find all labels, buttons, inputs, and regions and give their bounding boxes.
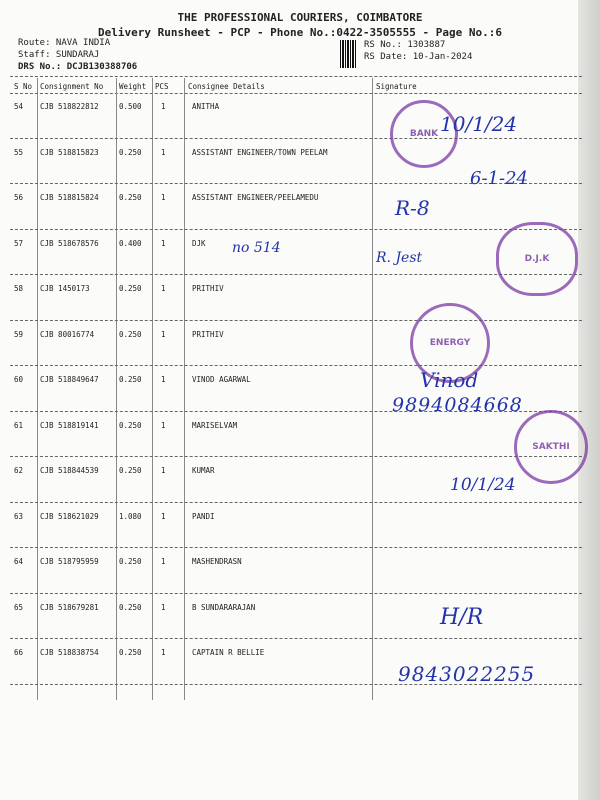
row-weight: 0.250: [119, 602, 142, 612]
row-consignee: ASSISTANT ENGINEER/TOWN PEELAM: [192, 147, 328, 157]
runsheet-title: THE PROFESSIONAL COURIERS, COIMBATORE: [177, 11, 423, 24]
row-sno: 62: [14, 466, 24, 475]
row-consignment-no: CJB 518815824: [40, 193, 99, 202]
djk-stamp: D.J.K: [496, 222, 578, 296]
column-header-weight: Weight: [119, 82, 147, 91]
row-weight: 0.250: [119, 648, 142, 657]
row-consignee: KUMAR: [192, 466, 215, 475]
column-header-consignee: Consignee Details: [188, 82, 265, 91]
row-divider: [10, 502, 582, 503]
row-sno: 66: [14, 648, 24, 657]
row-consignee: ASSISTANT ENGINEER/PEELAMEDU: [192, 193, 319, 202]
handwritten-date: 10/1/24: [450, 475, 516, 495]
row-sno: 60: [14, 375, 24, 384]
row-consignee: PRITHIV: [192, 329, 224, 339]
row-weight: 0.250: [119, 284, 142, 293]
row-sno: 59: [14, 329, 24, 339]
row-divider: [10, 320, 582, 321]
row-pcs: 1: [161, 238, 166, 248]
row-weight: 0.250: [119, 375, 142, 384]
row-divider: [10, 229, 582, 230]
column-header-signature: Signature: [376, 82, 417, 91]
row-consignee: CAPTAIN R BELLIE: [192, 648, 265, 657]
row-consignee: PANDI: [192, 511, 215, 521]
row-divider: [10, 638, 582, 639]
row-sno: 65: [14, 602, 24, 612]
row-consignment-no: CJB 518795959: [40, 557, 99, 566]
row-consignment-no: CJB 518844539: [40, 466, 99, 475]
column-divider: [152, 78, 153, 700]
row-sno: 57: [14, 238, 24, 248]
column-divider: [372, 78, 373, 700]
header-divider-bottom: [10, 93, 582, 94]
row-sno: 64: [14, 557, 24, 566]
handwritten-note: no 514: [232, 240, 281, 256]
row-consignment-no: CJB 80016774: [40, 329, 95, 339]
route-label: Route: NAVA INDIA: [18, 38, 111, 48]
row-divider: [10, 593, 582, 594]
handwritten-signature: R-8: [395, 196, 430, 220]
column-header-pcs: PCS: [155, 82, 169, 91]
row-consignment-no: CJB 518678576: [40, 238, 99, 248]
row-weight: 0.250: [119, 420, 142, 430]
handwritten-signature: R. Jest: [376, 250, 423, 266]
row-divider: [10, 456, 582, 457]
handwritten-signature: Vinod: [420, 368, 479, 392]
row-pcs: 1: [161, 602, 166, 612]
row-consignee: MARISELVAM: [192, 420, 238, 430]
sakthi-stamp: SAKTHI: [514, 410, 588, 484]
row-weight: 0.250: [119, 557, 142, 566]
barcode-image: [340, 40, 356, 68]
row-consignment-no: CJB 518822812: [40, 102, 99, 111]
column-divider: [184, 78, 185, 700]
bank-stamp: BANK: [390, 100, 458, 168]
row-pcs: 1: [161, 284, 166, 293]
row-pcs: 1: [161, 102, 166, 111]
row-pcs: 1: [161, 557, 166, 566]
row-sno: 56: [14, 193, 24, 202]
row-weight: 1.080: [119, 511, 142, 521]
row-weight: 0.250: [119, 329, 142, 339]
row-pcs: 1: [161, 329, 166, 339]
handwritten-date: 10/1/24: [440, 112, 518, 136]
row-consignment-no: CJB 518621029: [40, 511, 99, 521]
row-consignment-no: CJB 518815823: [40, 147, 99, 157]
row-divider: [10, 274, 582, 275]
row-pcs: 1: [161, 147, 166, 157]
row-consignee: MASHENDRASN: [192, 557, 242, 566]
row-divider: [10, 138, 582, 139]
row-consignee: ANITHA: [192, 102, 220, 111]
row-consignment-no: CJB 518819141: [40, 420, 99, 430]
row-divider: [10, 365, 582, 366]
row-pcs: 1: [161, 511, 166, 521]
row-sno: 58: [14, 284, 24, 293]
row-consignment-no: CJB 518838754: [40, 648, 99, 657]
row-pcs: 1: [161, 466, 166, 475]
row-weight: 0.250: [119, 193, 142, 202]
row-sno: 63: [14, 511, 24, 521]
column-divider: [116, 78, 117, 700]
drs-label: DRS No.: DCJB130388706: [18, 62, 138, 72]
row-pcs: 1: [161, 420, 166, 430]
row-weight: 0.400: [119, 238, 142, 248]
row-consignee: VINOD AGARWAL: [192, 375, 251, 384]
rs-number: RS No.: 1303887: [364, 40, 446, 50]
runsheet-subtitle: Delivery Runsheet - PCP - Phone No.:0422-3505555 - Page No.:6: [98, 26, 502, 39]
header-divider-top: [10, 76, 582, 77]
row-weight: 0.250: [119, 147, 142, 157]
staff-label: Staff: SUNDARAJ: [18, 50, 100, 60]
row-consignment-no: CJB 1450173: [40, 284, 90, 293]
handwritten-date: 6-1-24: [470, 168, 528, 189]
row-consignee: DJK: [192, 238, 206, 248]
handwritten-note: H/R: [440, 605, 484, 630]
energy-stamp: ENERGY: [410, 303, 490, 383]
row-consignee: PRITHIV: [192, 284, 224, 293]
handwritten-phone: 9894084668: [392, 394, 523, 416]
handwritten-phone: 9843022255: [398, 662, 536, 686]
page-edge: [578, 0, 600, 800]
row-pcs: 1: [161, 648, 166, 657]
row-consignment-no: CJB 518849647: [40, 375, 99, 384]
row-pcs: 1: [161, 375, 166, 384]
row-consignment-no: CJB 518679281: [40, 602, 99, 612]
row-pcs: 1: [161, 193, 166, 202]
rs-date: RS Date: 10-Jan-2024: [364, 52, 473, 62]
row-weight: 0.250: [119, 466, 142, 475]
row-consignee: B SUNDARARAJAN: [192, 602, 256, 612]
column-header-consignment: Consignment No: [40, 82, 104, 91]
row-sno: 55: [14, 147, 24, 157]
column-divider: [37, 78, 38, 700]
row-sno: 54: [14, 102, 24, 111]
row-sno: 61: [14, 420, 24, 430]
column-header-sno: S No: [14, 82, 33, 91]
row-weight: 0.500: [119, 102, 142, 111]
row-divider: [10, 547, 582, 548]
